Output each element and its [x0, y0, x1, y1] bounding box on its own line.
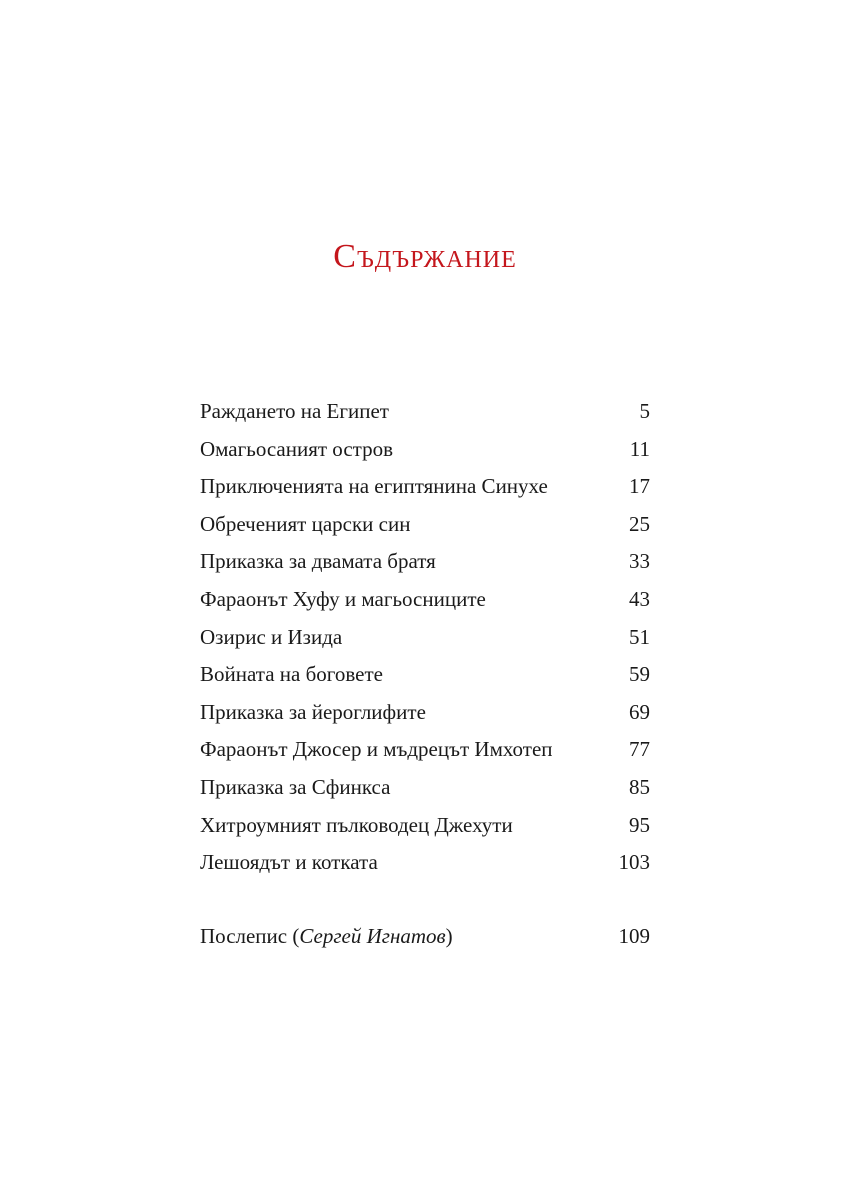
toc-entry-page: 17 [629, 474, 650, 499]
toc-entry-title: Приказка за двамата братя [200, 549, 436, 574]
toc-entry-title: Омагьосаният остров [200, 436, 393, 461]
toc-entry [200, 656, 650, 694]
afterword-title [200, 918, 453, 956]
toc-entry-title: Обреченият царски син [200, 511, 411, 536]
toc-entry-page: 85 [629, 774, 650, 799]
toc-entry-title: Раждането на Египет [200, 399, 389, 423]
toc-entry [200, 506, 650, 544]
toc-entry-title: Приказка за Сфинкса [200, 774, 391, 799]
page-title: Съдържание [333, 238, 517, 275]
afterword-author: Сергей Игнатов [299, 924, 446, 948]
toc-entry [200, 393, 650, 431]
toc-entry [200, 543, 650, 581]
toc-entry-page: 43 [629, 586, 650, 611]
toc-entry-page: 59 [629, 662, 650, 687]
toc-entry-title: Озирис и Изида [200, 624, 343, 649]
toc-entry [200, 807, 650, 845]
table-of-contents [200, 393, 650, 882]
toc-entry [200, 844, 650, 882]
afterword-open-paren: ( [292, 924, 300, 948]
toc-entry-page: 51 [629, 624, 650, 649]
toc-entry-title: Лешоядът и котката [200, 850, 378, 875]
toc-entry-title: Войната на боговете [200, 662, 383, 687]
toc-entry [200, 769, 650, 807]
toc-entry-page: 77 [629, 737, 650, 762]
afterword-close-paren: ) [445, 924, 453, 948]
toc-entry-title: Приказка за йероглифите [200, 699, 426, 724]
toc-entry-page: 5 [639, 399, 650, 423]
toc-entry-title: Фараонът Джосер и мъдрецът Имхотеп [200, 737, 553, 762]
toc-entry [200, 694, 650, 732]
toc-entry-page: 103 [618, 850, 650, 875]
afterword-label: Послепис [200, 924, 288, 948]
toc-entry [200, 468, 650, 506]
toc-entry-title: Фараонът Хуфу и магьосниците [200, 586, 486, 611]
toc-entry-page: 25 [629, 511, 650, 536]
toc-entry [200, 581, 650, 619]
toc-entry-page: 95 [629, 812, 650, 837]
toc-entry-page: 69 [629, 699, 650, 724]
toc-entry-page: 33 [629, 549, 650, 574]
toc-entry-page: 11 [629, 436, 650, 461]
toc-entry [200, 619, 650, 657]
toc-entry [200, 431, 650, 469]
toc-entry-title: Приключенията на египтянина Синухе [200, 474, 548, 499]
toc-afterword-entry [200, 918, 650, 956]
afterword-page: 109 [618, 924, 650, 948]
toc-entry-title: Хитроумният пълководец Джехути [200, 812, 513, 837]
toc-entry [200, 731, 650, 769]
